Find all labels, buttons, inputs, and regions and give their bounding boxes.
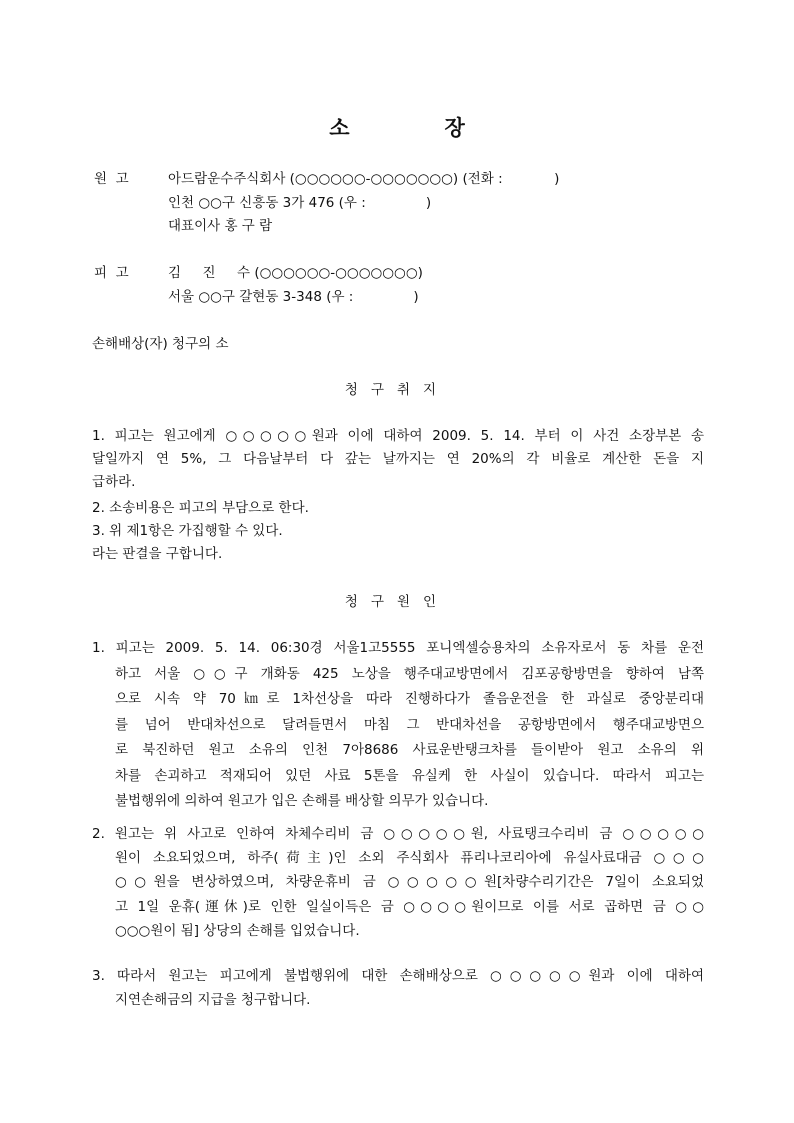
claim-cause-item-3-line: 지연손해금의 지급을 청구합니다. (115, 992, 311, 1009)
claim-cause-item-3 (92, 964, 704, 1012)
claim-purpose-item-1-line: 급하라. (92, 474, 136, 491)
claim-cause-item-2-line: ○○○원이 됨] 상당의 손해를 입었습니다. (115, 922, 360, 939)
claim-cause-item-1 (92, 636, 704, 815)
title-char-2: 장 (444, 116, 465, 140)
claim-cause-item-1-line: 를 넘어 반대차선으로 달려들면서 마침 그 반대차선을 공항방면에서 행주대교방면으 (115, 716, 704, 733)
claim-cause-item-1-line: 차를 손괴하고 적재되어 있던 사료 5톤을 유실케 한 사실이 있습니다. 따라서 피고는 (115, 767, 704, 784)
claim-purpose-item-1-line: 달일까지 연 5%, 그 다음날부터 다 갚는 날까지는 연 20%의 각 비율로 계산한 돈을 지 (92, 451, 704, 468)
claim-purpose-closing: 라는 판결을 구합니다. (92, 546, 223, 562)
document-title (0, 112, 794, 142)
defendant-label: 피 고 (94, 265, 129, 281)
claim-cause-item-2-line: 원이 소요되었으며, 하주(荷主)인 소외 주식회사 퓨리나코리아에 유실사료대금 ○○○ (115, 850, 704, 867)
claim-cause-item-2-line: 2. 원고는 위 사고로 인하여 차체수리비 금 ○○○○○원, 사료탱크수리비 금 ○○○○○ (92, 826, 704, 842)
claim-purpose-item-3: 3. 위 제1항은 가집행할 수 있다. (92, 523, 283, 539)
plaintiff-name-line: 아드람운수주식회사 (○○○○○○-○○○○○○○) (전화 : ) (168, 171, 560, 187)
claim-purpose-heading: 청구취지 (344, 382, 450, 398)
claim-cause-item-1-line: 으로 시속 약 70㎞로 1차선상을 따라 진행하다가 졸음운전을 한 과실로 중앙분리대 (115, 691, 704, 707)
claim-purpose-item-1 (92, 425, 704, 495)
plaintiff-representative-line: 대표이사 홍 구 람 (168, 218, 273, 234)
claim-cause-item-1-line: 불법행위에 의하여 원고가 입은 손해를 배상할 의무가 있습니다. (115, 793, 489, 809)
claim-cause-item-2-line: ○○원을 변상하였으며, 차량운휴비 금 ○○○○○원[차량수리기간은 7일이 소요되었 (115, 874, 704, 891)
claim-cause-heading: 청구원인 (344, 594, 450, 610)
claim-cause-item-1-line: 1. 피고는 2009. 5. 14. 06:30경 서울1고5555 포니엑셀승용차의 소유자로서 동 차를 운전 (92, 640, 704, 656)
claim-cause-item-2-line: 고 1일 운휴(運休)로 인한 일실이득은 금 ○○○○원이므로 이를 서로 곱하면 금 ○○ (115, 898, 704, 915)
claim-cause-item-2 (92, 822, 704, 943)
defendant-name-line: 김 진 수 (○○○○○○-○○○○○○○) (168, 265, 423, 281)
claim-cause-item-1-line: 하고 서울 ○○구 개화동 425 노상을 행주대교방면에서 김포공항방면을 향하여 남쪽 (115, 665, 704, 682)
claim-purpose-item-1-line: 1. 피고는 원고에게 ○○○○○원과 이에 대하여 2009. 5. 14. 부터 이 사건 소장부본 송 (92, 428, 704, 444)
claim-cause-item-1-line: 로 북진하던 원고 소유의 인천 7아8686 사료운반탱크차를 들이받아 원고 소유의 위 (115, 742, 704, 758)
claim-purpose-item-2: 2. 소송비용은 피고의 부담으로 한다. (92, 500, 309, 516)
title-char-1: 소 (329, 116, 350, 140)
claim-cause-item-3-line: 3. 따라서 원고는 피고에게 불법행위에 대한 손해배상으로 ○○○○○원과 이에 대하여 (92, 968, 704, 984)
case-name: 손해배상(자) 청구의 소 (92, 336, 229, 352)
plaintiff-label: 원 고 (94, 171, 129, 187)
plaintiff-address-line: 인천 ○○구 신흥동 3가 476 (우 : ) (168, 195, 432, 211)
defendant-address-line: 서울 ○○구 갈현동 3-348 (우 : ) (168, 289, 419, 305)
